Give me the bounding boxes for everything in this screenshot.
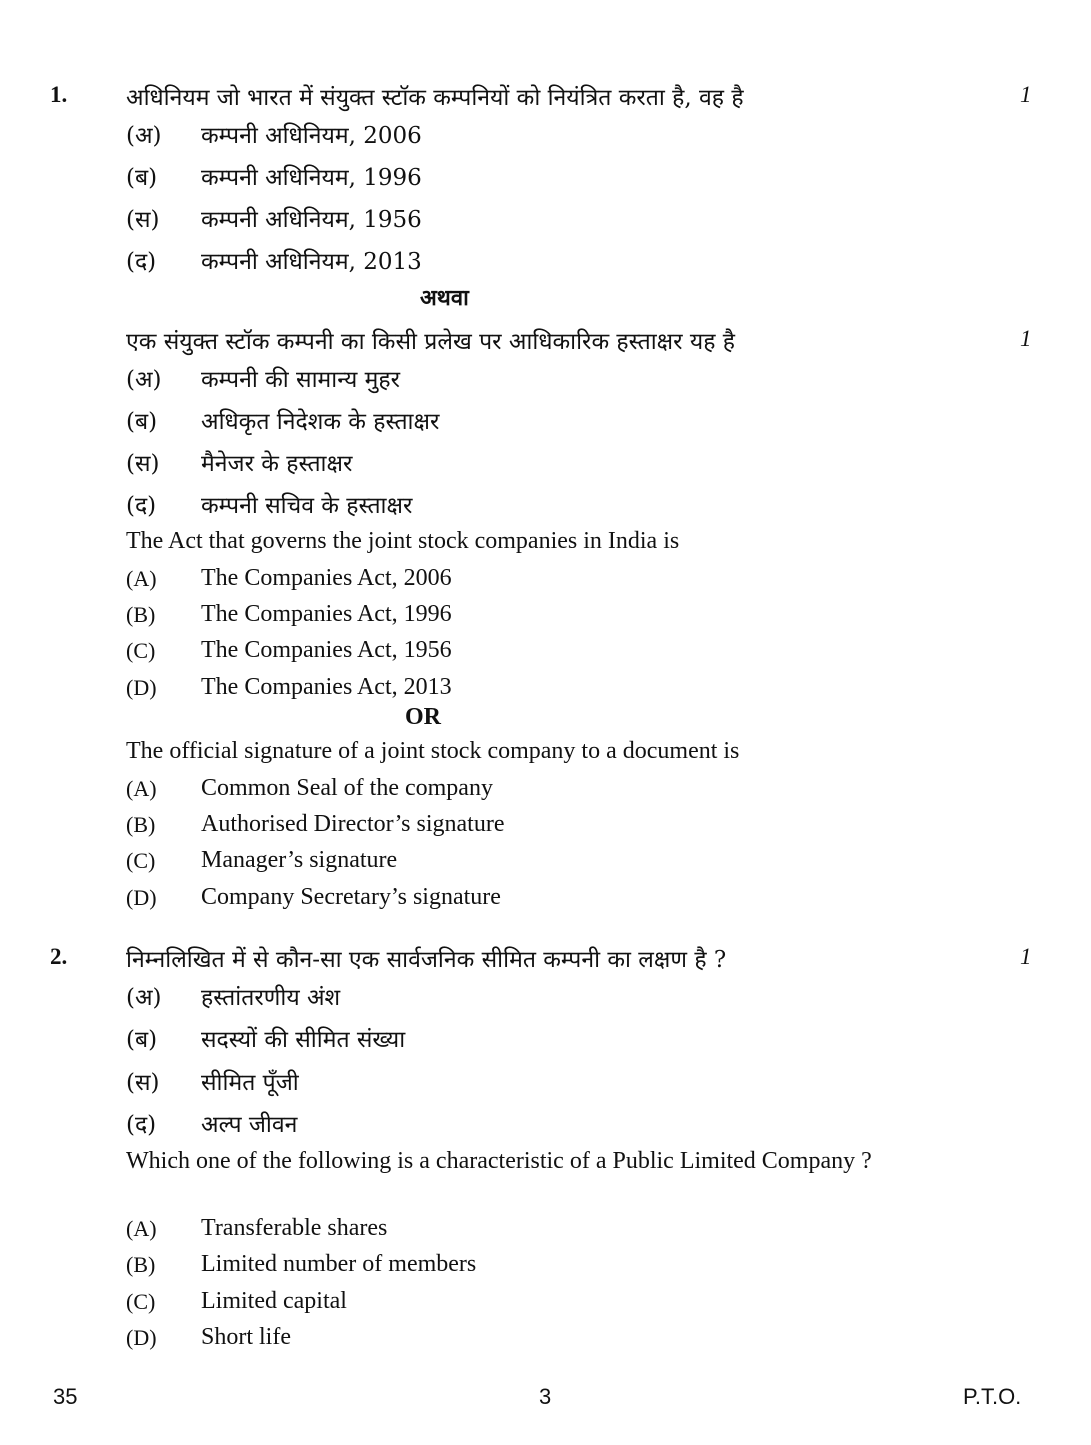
option-text: कम्पनी अधिनियम, 1996 [201,165,422,191]
option-label: (अ) [126,985,162,1011]
option-text: The Companies Act, 2013 [201,674,452,700]
option-text: Company Secretary’s signature [201,884,501,910]
question-text-english: The Act that governs the joint stock companies in India is [126,528,680,554]
option-label: (ब) [126,1027,158,1053]
option-text: सीमित पूँजी [201,1070,299,1096]
option-label: (D) [126,885,157,910]
option-label: (अ) [126,123,162,149]
question-number: 1. [50,82,68,107]
option-label: (द) [126,1112,157,1138]
option-label: (D) [126,675,157,700]
option-label: (D) [126,1325,157,1350]
option-text: हस्तांतरणीय अंश [201,985,341,1011]
alt-question-text-english: The official signature of a joint stock company to a document is [126,738,740,764]
question-text-hindi: अधिनियम जो भारत में संयुक्त स्टॉक कम्पनियों को नियंत्रित करता है, वह है [126,85,744,111]
option-text: कम्पनी की सामान्य मुहर [201,367,401,393]
option-label: (A) [126,566,157,591]
option-text: The Companies Act, 2006 [201,565,452,591]
or-divider-english: OR [405,704,441,730]
option-text: Limited number of members [201,1251,477,1277]
option-text: Limited capital [201,1288,347,1314]
option-text: अल्प जीवन [201,1112,298,1138]
option-text: Authorised Director’s signature [201,811,505,837]
option-text: Common Seal of the company [201,775,493,801]
question-number: 2. [50,944,68,969]
option-label: (C) [126,848,156,873]
option-text: Transferable shares [201,1215,388,1241]
option-label: (ब) [126,165,158,191]
option-text: मैनेजर के हस्ताक्षर [201,451,353,477]
or-divider-hindi: अथवा [420,285,469,311]
question-text-hindi: निम्नलिखित में से कौन-सा एक सार्वजनिक सीमित कम्पनी का लक्षण है ? [126,947,727,973]
option-text: Short life [201,1324,291,1350]
option-label: (A) [126,776,157,801]
option-label: (अ) [126,367,162,393]
alt-question-text-hindi: एक संयुक्त स्टॉक कम्पनी का किसी प्रलेख पर आधिकारिक हस्ताक्षर यह है [126,329,735,355]
option-text: कम्पनी अधिनियम, 2013 [201,249,422,275]
page-number: 3 [539,1384,552,1409]
question-marks: 1 [1020,82,1032,107]
option-text: कम्पनी अधिनियम, 1956 [201,207,422,233]
question-text-english: Which one of the following is a characteristic of a Public Limited Company ? [126,1148,872,1174]
option-label: (B) [126,1252,156,1277]
option-text: The Companies Act, 1956 [201,637,452,663]
option-text: कम्पनी सचिव के हस्ताक्षर [201,493,413,519]
option-label: (स) [126,451,160,477]
option-label: (C) [126,638,156,663]
option-label: (स) [126,1070,160,1096]
option-label: (द) [126,249,157,275]
question-marks: 1 [1020,944,1032,969]
option-text: The Companies Act, 1996 [201,601,452,627]
option-label: (A) [126,1216,157,1241]
option-text: कम्पनी अधिनियम, 2006 [201,123,422,149]
option-label: (ब) [126,409,158,435]
option-label: (C) [126,1289,156,1314]
option-label: (B) [126,602,156,627]
option-label: (स) [126,207,160,233]
pto-label: P.T.O. [963,1384,1022,1409]
option-label: (द) [126,493,157,519]
question-marks: 1 [1020,326,1032,351]
option-text: Manager’s signature [201,847,398,873]
paper-code: 35 [53,1384,78,1409]
option-label: (B) [126,812,156,837]
option-text: अधिकृत निदेशक के हस्ताक्षर [201,409,440,435]
option-text: सदस्यों की सीमित संख्या [201,1027,406,1053]
